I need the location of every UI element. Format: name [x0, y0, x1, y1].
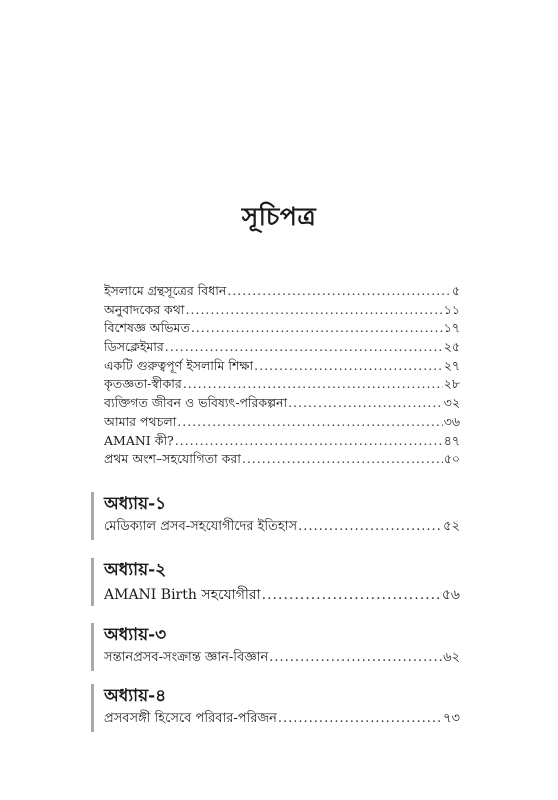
dot-leader	[177, 414, 442, 429]
chapter-marker-bar	[91, 684, 94, 732]
chapter-entry	[104, 709, 460, 730]
chapter-heading: অধ্যায়-২	[104, 560, 167, 580]
dot-leader	[227, 283, 451, 298]
toc-entry-page: ২৫	[443, 339, 460, 355]
chapter-entry-title: প্রসবসঙ্গী হিসেবে পরিবার-পরিজন	[104, 711, 277, 726]
dot-leader	[183, 376, 443, 391]
toc-entry	[104, 283, 460, 302]
toc-entry-page: ৩২	[443, 395, 460, 411]
chapter-entry	[104, 583, 460, 607]
toc-entry	[104, 302, 460, 321]
chapter-heading: অধ্যায়-১	[104, 494, 167, 514]
toc-entry-title: অনুবাদকের কথা	[104, 301, 185, 317]
toc-entry-title: একটি গুরুত্বপূর্ণ ইসলামি শিক্ষা	[104, 357, 254, 373]
dot-leader	[186, 302, 443, 317]
chapter-entry	[104, 648, 460, 669]
toc-entry	[104, 395, 460, 414]
toc-entry-title: AMANI কী?	[104, 432, 174, 448]
toc-entry-page: ১১	[443, 301, 460, 317]
toc-entry-page: ৫	[451, 283, 460, 298]
chapter-entry-page: ৭৩	[443, 711, 460, 726]
chapter-marker-bar	[91, 623, 94, 671]
dot-leader	[175, 433, 443, 448]
chapter-entry-page: ৫২	[443, 519, 460, 534]
toc-entry-title: ব্যক্তিগত জীবন ও ভবিষ্যৎ-পরিকল্পনা	[104, 395, 288, 411]
chapter-entry-page: ৬২	[443, 650, 460, 665]
chapter-heading: অধ্যায়-৩	[104, 625, 167, 645]
toc-entry-title: আমার পথচলা	[104, 413, 177, 429]
chapter-entry-title: সন্তানপ্রসব-সংক্রান্ত জ্ঞান-বিজ্ঞান	[104, 650, 269, 665]
toc-list	[104, 283, 460, 470]
toc-entry-page: ১৭	[443, 320, 460, 336]
chapter-entry-title: AMANI Birth সহযোগীরা	[104, 587, 261, 603]
chapter-entry-page: ৫৬	[441, 587, 460, 603]
toc-entry	[104, 339, 460, 358]
toc-entry	[104, 358, 460, 377]
dot-leader	[191, 320, 443, 335]
chapter-entry	[104, 517, 460, 538]
toc-entry	[104, 376, 460, 395]
dot-leader	[278, 711, 442, 726]
toc-entry	[104, 414, 460, 433]
dot-leader	[165, 339, 443, 354]
page-title: সূচিপত্র	[241, 202, 317, 231]
chapter-marker-bar	[91, 492, 94, 540]
toc-entry-page: ২৭	[443, 357, 460, 373]
dot-leader	[254, 358, 443, 373]
toc-entry-title: ইসলামে গ্রন্থসূত্রের বিধান	[104, 283, 227, 298]
dot-leader	[298, 519, 442, 534]
dot-leader	[269, 650, 442, 665]
dot-leader	[288, 395, 443, 410]
toc-entry-title: বিশেষজ্ঞ অভিমত	[104, 320, 190, 336]
toc-entry-title: কৃতজ্ঞতা-স্বীকার	[104, 376, 182, 392]
toc-entry	[104, 451, 460, 470]
toc-entry	[104, 320, 460, 339]
toc-entry-page: ২৮	[443, 376, 460, 392]
dot-leader	[262, 587, 441, 603]
toc-entry-page: ৪৭	[443, 432, 460, 448]
toc-entry-title: ডিসক্লেইমার	[104, 339, 164, 355]
toc-entry-page: ৫০	[443, 451, 460, 467]
toc-entry-title: প্রথম অংশ–সহযোগিতা করা	[104, 451, 241, 467]
chapter-heading: অধ্যায়-৪	[104, 686, 167, 706]
toc-entry	[104, 433, 460, 452]
dot-leader	[242, 451, 443, 466]
toc-entry-page: ৩৬	[443, 413, 460, 429]
chapter-entry-title: মেডিক্যাল প্রসব-সহযোগীদের ইতিহাস	[104, 519, 298, 534]
chapter-marker-bar	[91, 558, 94, 606]
